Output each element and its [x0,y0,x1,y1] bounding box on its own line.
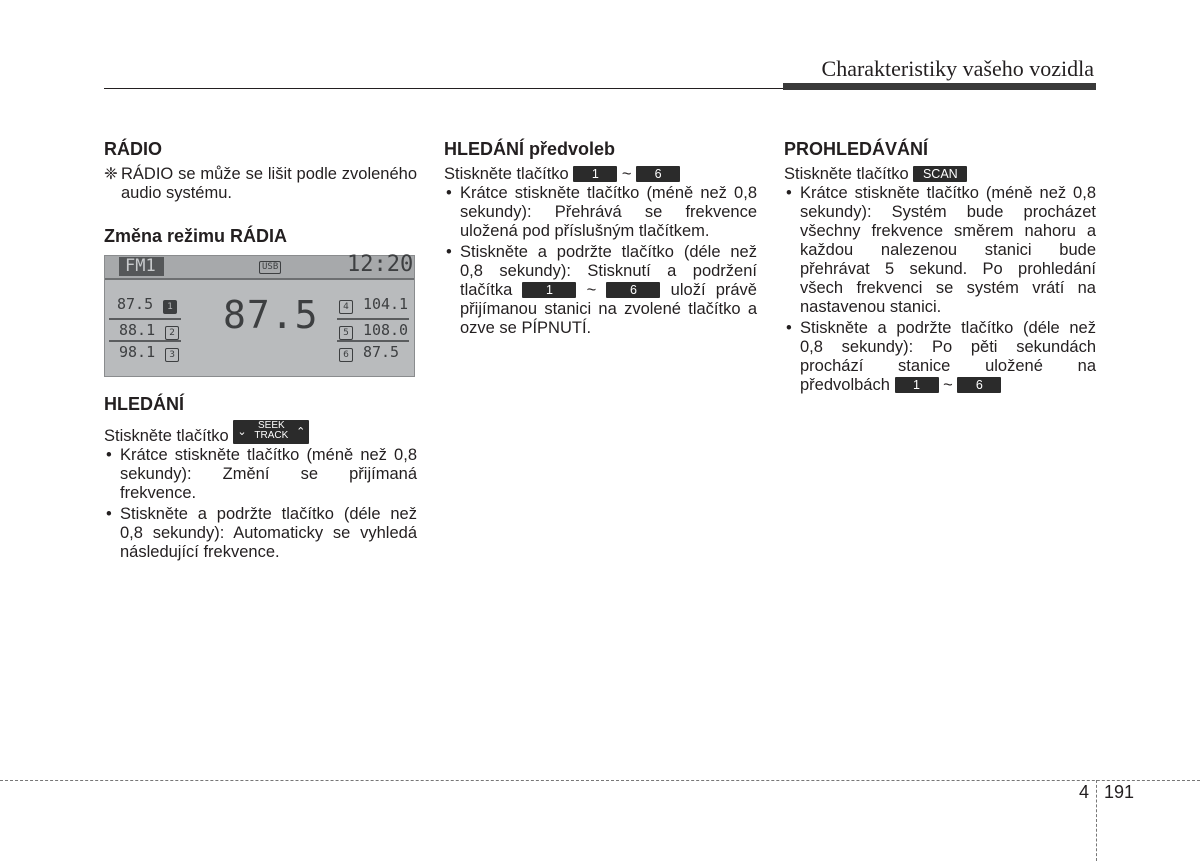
seek-press-line: Stiskněte tlačítko ⌄ SEEK TRACK ⌃ [104,420,417,446]
preset-number-badge: 6 [339,348,353,362]
preset-bullet-1: • Krátce stiskněte tlačítko (méně než 0,8 sekundy): Přehrává se frekvence uložená pod příslušným tlačítkem. [444,184,757,241]
running-header: Charakteristiky vašeho vozidla [821,56,1094,81]
preset-bullets [444,184,757,338]
display-preset-right-6: 6 87.5 [339,342,399,362]
seek-bullet-1: • Krátce stiskněte tlačítko (méně než 0,8 sekundy): Změní se přijímaná frekvence. [104,446,417,503]
scan-bullets [784,184,1096,395]
seek-bullets [104,446,417,562]
column-scan [784,138,1096,397]
display-preset-right-4: 4 104.1 [339,294,408,314]
preset-number-badge: 5 [339,326,353,340]
seek-track-key-icon: ⌄ SEEK TRACK ⌃ [233,420,309,444]
display-main-frequency: 87.5 [223,293,319,337]
display-clock: 12:20 [347,252,414,277]
preset-key-1-icon: 1 [522,282,576,298]
preset-bullet-2: • Stiskněte a podržte tlačítko (déle než 0,8 sekundy): Stisknutí a podržení tlačítka 1 ~ 6 uloží právě přijímanou stanici na zvolené tlačítko a ozve se PÍPNUTÍ. [444,243,757,338]
preset-number-badge: 2 [165,326,179,340]
preset-key-6-icon: 6 [636,166,680,182]
chapter-number: 4 [1079,782,1090,802]
scan-heading: PROHLEDÁVÁNÍ [784,139,929,159]
footer-divider [1096,780,1097,861]
scan-press-line: Stiskněte tlačítko SCAN [784,165,1096,184]
seek-bullet-2: • Stiskněte a podržte tlačítko (déle než 0,8 sekundy): Automaticky se vyhledá následující frekvence. [104,505,417,562]
display-usb-icon: USB [259,261,281,274]
note-mark-icon: ❈ [104,165,118,183]
preset-number-badge: 3 [165,348,179,362]
preset-number-badge: 1 [163,300,177,314]
column-radio [104,138,417,564]
preset-seek-heading: HLEDÁNÍ předvoleb [444,139,616,159]
display-preset-left-3: 98.1 3 [119,342,179,362]
header-accent-bar [783,83,1096,90]
preset-key-6-icon: 6 [957,377,1001,393]
radio-display-illustration [104,252,415,377]
display-preset-left-1: 87.5 1 [117,294,177,314]
seek-heading: HLEDÁNÍ [104,394,184,414]
preset-key-1-icon: 1 [895,377,939,393]
scan-key-icon: SCAN [913,166,967,182]
footer-rule [0,780,1200,781]
page-number: 191 [1104,782,1135,802]
scan-bullet-2: • Stiskněte a podržte tlačítko (déle než 0,8 sekundy): Po pěti sekundách prochází stanice uložené na předvolbách 1 ~ 6 [784,319,1096,395]
display-preset-right-5: 5 108.0 [339,320,408,340]
column-preset-seek [444,138,757,340]
radio-note [104,165,417,203]
radio-note-text: RÁDIO se může se lišit podle zvoleného audio systému. [121,165,417,202]
scan-bullet-1: • Krátce stiskněte tlačítko (méně než 0,8 sekundy): Systém bude procházet všechny frekvence směrem nahoru a každou nalezenou stanici bude přehrávat 5 sekund. Po prohledání všech frekvenci se systém vrátí na nastavenou stanici. [784,184,1096,317]
preset-number-badge: 4 [339,300,353,314]
preset-press-line: Stiskněte tlačítko 1 ~ 6 [444,165,757,184]
preset-key-6-icon: 6 [606,282,660,298]
preset-key-1-icon: 1 [573,166,617,182]
radio-heading: RÁDIO [104,139,162,159]
mode-heading: Změna režimu RÁDIA [104,226,288,246]
display-band: FM1 [119,257,164,276]
display-preset-left-2: 88.1 2 [119,320,179,340]
